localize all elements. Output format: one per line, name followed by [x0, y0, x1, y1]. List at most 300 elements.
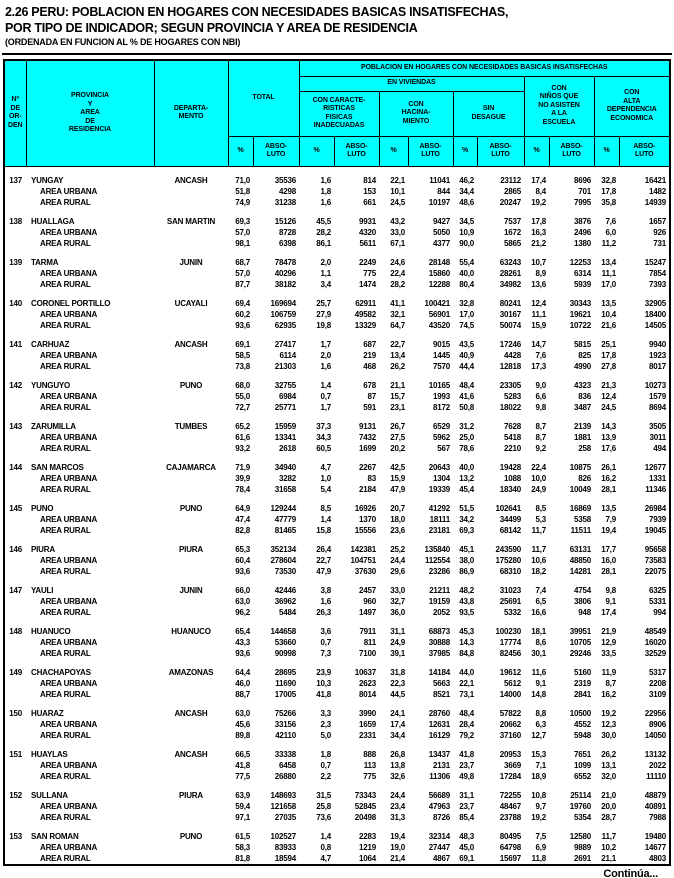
- cell-absoluto: 3282: [279, 473, 296, 483]
- title-line-3: (ORDENADA EN FUNCION AL % DE HOGARES CON NBI): [5, 37, 241, 47]
- cell-absoluto: 12580: [569, 831, 591, 841]
- header-ninos-escuela: CON NIÑOS QUE NO ASISTEN A LA ESCUELA: [524, 76, 594, 136]
- cell-percent: 41,6: [459, 391, 474, 401]
- cell-absoluto: 68142: [499, 525, 521, 535]
- cell-percent: 45,6: [235, 719, 250, 729]
- cell-absoluto: 95658: [644, 544, 667, 554]
- cell-absoluto: 2319: [574, 678, 591, 688]
- cell-absoluto: 106759: [270, 309, 296, 319]
- cell-percent: 21,0: [601, 790, 616, 800]
- cell-absoluto: 73530: [274, 566, 296, 576]
- cell-absoluto: 72255: [499, 790, 521, 800]
- cell-percent: 57,0: [235, 227, 250, 237]
- cell-absoluto: 21303: [274, 361, 296, 371]
- cell-province-name: ZARUMILLA: [31, 421, 76, 431]
- cell-absoluto: 64798: [499, 842, 521, 852]
- spacer-cell: [4, 823, 670, 831]
- cell-percent: 78,6: [459, 443, 474, 453]
- cell-percent: 17,4: [390, 719, 405, 729]
- cell-province-name: HUAYLAS: [31, 749, 68, 759]
- row-spacer: [4, 331, 670, 339]
- cell-percent: 28,7: [601, 812, 616, 822]
- cell-absoluto: 1579: [649, 391, 667, 401]
- cell-percent: 11,1: [531, 309, 546, 319]
- cell-area-label: AREA URBANA: [40, 432, 98, 442]
- cell-percent: 12,4: [531, 298, 546, 308]
- cell-absoluto: 1088: [504, 473, 521, 483]
- cell-absoluto: 5815: [574, 339, 591, 349]
- cell-order-number: [4, 361, 26, 372]
- cell-absoluto: 5612: [504, 678, 521, 688]
- cell-absoluto: 17005: [274, 689, 296, 699]
- header-provincia: PROVINCIA Y AREA DE RESIDENCIA: [26, 60, 154, 166]
- header-ninos-pct: %: [524, 136, 549, 166]
- cell-departamento: JUNIN: [179, 257, 203, 267]
- cell-absoluto: 9427: [433, 216, 450, 226]
- cell-percent: 39,1: [390, 648, 405, 658]
- cell-percent: 5,4: [320, 484, 331, 494]
- cell-absoluto: 2131: [433, 760, 450, 770]
- cell-percent: 7,1: [535, 760, 546, 770]
- cell-departamento: PUNO: [179, 380, 203, 390]
- cell-departamento: [154, 197, 228, 208]
- cell-absoluto: 53660: [274, 637, 296, 647]
- cell-absoluto: 129244: [270, 503, 296, 513]
- cell-percent: 8,7: [535, 432, 546, 442]
- page-title: [0, 0, 674, 49]
- cell-percent: 20,7: [390, 503, 405, 513]
- row-area-rural: [4, 320, 670, 331]
- cell-absoluto: 3487: [574, 402, 591, 412]
- cell-absoluto: 5939: [574, 279, 591, 289]
- row-area-urbana: [4, 473, 670, 484]
- cell-absoluto: 11041: [429, 175, 450, 185]
- cell-absoluto: 7432: [359, 432, 376, 442]
- cell-percent: 65,3: [235, 544, 250, 554]
- cell-percent: 82,8: [235, 525, 250, 535]
- header-row-1: [4, 60, 670, 76]
- cell-absoluto: 121658: [270, 801, 296, 811]
- cell-percent: 45,1: [459, 544, 474, 554]
- cell-percent: 8,9: [535, 268, 546, 278]
- cell-absoluto: 1219: [359, 842, 376, 852]
- cell-percent: 8,5: [320, 503, 331, 513]
- cell-percent: 21,3: [601, 380, 616, 390]
- header-alta-pct: %: [594, 136, 619, 166]
- cell-percent: 30,1: [531, 648, 546, 658]
- cell-absoluto: 5358: [574, 514, 591, 524]
- cell-absoluto: 494: [653, 443, 667, 453]
- cell-percent: 19,0: [390, 842, 405, 852]
- cell-order-number: 148: [9, 626, 22, 636]
- cell-area-label: AREA RURAL: [40, 607, 91, 617]
- cell-percent: 32,1: [390, 309, 405, 319]
- cell-percent: 13,8: [390, 760, 405, 770]
- cell-percent: 20,2: [390, 443, 405, 453]
- cell-percent: 11,9: [601, 667, 616, 677]
- cell-percent: 16,6: [531, 607, 546, 617]
- cell-absoluto: 11690: [275, 678, 296, 688]
- cell-order-number: 153: [9, 831, 22, 841]
- cell-percent: 64,4: [235, 667, 250, 677]
- cell-absoluto: 687: [363, 339, 376, 349]
- cell-percent: 68,0: [235, 380, 250, 390]
- cell-absoluto: 56689: [428, 790, 450, 800]
- cell-absoluto: 9015: [433, 339, 450, 349]
- cell-absoluto: 33156: [274, 719, 296, 729]
- cell-departamento: UCAYALI: [174, 298, 208, 308]
- cell-absoluto: 7911: [359, 626, 376, 636]
- row-province: [4, 544, 670, 555]
- cell-percent: 25,8: [316, 801, 331, 811]
- cell-percent: 0,8: [320, 842, 331, 852]
- row-area-urbana: [4, 801, 670, 812]
- row-province: [4, 749, 670, 760]
- cell-departamento: [154, 238, 228, 249]
- cell-absoluto: 4377: [433, 238, 450, 248]
- cell-percent: 19,4: [601, 525, 616, 535]
- cell-absoluto: 9931: [359, 216, 376, 226]
- cell-departamento: [154, 514, 228, 525]
- cell-percent: 26,4: [316, 544, 331, 554]
- cell-percent: 23,4: [390, 801, 405, 811]
- cell-absoluto: 8728: [279, 227, 296, 237]
- cell-percent: 71,0: [235, 175, 250, 185]
- row-province: [4, 339, 670, 350]
- cell-absoluto: 5283: [504, 391, 521, 401]
- cell-percent: 34,2: [459, 514, 474, 524]
- cell-percent: 17,0: [459, 309, 474, 319]
- cell-area-label: AREA RURAL: [40, 771, 91, 781]
- spacer-cell: [4, 249, 670, 257]
- cell-percent: 17,8: [601, 186, 616, 196]
- cell-province-name: PIURA: [31, 544, 55, 554]
- cell-absoluto: 16926: [354, 503, 376, 513]
- cell-percent: 69,3: [235, 216, 250, 226]
- row-spacer: [4, 536, 670, 544]
- cell-absoluto: 14050: [644, 730, 667, 740]
- cell-departamento: [154, 227, 228, 238]
- cell-absoluto: 68873: [428, 626, 450, 636]
- cell-departamento: [154, 607, 228, 618]
- cell-absoluto: 142381: [350, 544, 376, 554]
- cell-percent: 26,8: [390, 749, 405, 759]
- cell-percent: 18,9: [531, 771, 546, 781]
- cell-percent: 21,1: [390, 380, 405, 390]
- header-hacin-abs: ABSO- LUTO: [408, 136, 453, 166]
- cell-order-number: 146: [9, 544, 22, 554]
- cell-absoluto: 13437: [428, 749, 450, 759]
- cell-percent: 80,4: [459, 279, 474, 289]
- cell-absoluto: 32314: [428, 831, 450, 841]
- cell-province-name: YAULI: [31, 585, 54, 595]
- cell-area-label: AREA RURAL: [40, 648, 91, 658]
- cell-percent: 7,6: [535, 350, 546, 360]
- cell-percent: 10,7: [531, 257, 546, 267]
- row-area-rural: [4, 361, 670, 372]
- row-area-urbana: [4, 432, 670, 443]
- cell-percent: 86,9: [459, 566, 474, 576]
- cell-order-number: 143: [9, 421, 22, 431]
- cell-percent: 65,2: [235, 421, 250, 431]
- cell-percent: 22,7: [390, 339, 405, 349]
- cell-percent: 6,3: [535, 719, 546, 729]
- header-group-poblacion: POBLACION EN HOGARES CON NECESIDADES BASICAS INSATISFECHAS: [299, 60, 670, 76]
- cell-area-label: AREA URBANA: [40, 350, 98, 360]
- cell-absoluto: 16129: [428, 730, 450, 740]
- row-province: [4, 708, 670, 719]
- cell-percent: 67,1: [390, 238, 405, 248]
- cell-absoluto: 2249: [359, 257, 376, 267]
- cell-order-number: 152: [9, 790, 22, 800]
- cell-absoluto: 31238: [274, 197, 296, 207]
- cell-absoluto: 169694: [270, 298, 296, 308]
- cell-order-number: [4, 719, 26, 730]
- header-alta-dependencia: CON ALTA DEPENDENCIA ECONOMICA: [594, 76, 670, 136]
- cell-absoluto: 20498: [354, 812, 376, 822]
- cell-percent: 4,7: [320, 462, 331, 472]
- cell-absoluto: 2623: [359, 678, 376, 688]
- cell-absoluto: 9940: [649, 339, 667, 349]
- cell-percent: 17,3: [531, 361, 546, 371]
- cell-departamento: AMAZONAS: [168, 667, 214, 677]
- title-divider: [2, 53, 672, 55]
- cell-absoluto: 1380: [574, 238, 591, 248]
- cell-percent: 9,7: [535, 801, 546, 811]
- cell-absoluto: 144658: [270, 626, 296, 636]
- cell-absoluto: 19612: [499, 667, 521, 677]
- cell-percent: 28,1: [601, 484, 616, 494]
- cell-absoluto: 2139: [574, 421, 591, 431]
- cell-province-name: TARMA: [31, 257, 59, 267]
- cell-absoluto: 31658: [274, 484, 296, 494]
- cell-percent: 14,7: [531, 339, 546, 349]
- cell-absoluto: 27417: [274, 339, 296, 349]
- cell-percent: 9,2: [535, 443, 546, 453]
- cell-absoluto: 4803: [649, 853, 667, 863]
- row-spacer: [4, 782, 670, 790]
- cell-absoluto: 9889: [574, 842, 591, 852]
- cell-percent: 0,7: [320, 637, 331, 647]
- cell-absoluto: 63243: [499, 257, 521, 267]
- cell-percent: 6,9: [535, 842, 546, 852]
- header-alta-abs: ABSO- LUTO: [619, 136, 670, 166]
- continuation-note: Continúa...: [603, 867, 658, 878]
- cell-percent: 48,6: [459, 197, 474, 207]
- cell-absoluto: 836: [578, 391, 591, 401]
- cell-percent: 33,0: [390, 585, 405, 595]
- cell-percent: 41,8: [316, 689, 331, 699]
- cell-order-number: [4, 197, 26, 208]
- cell-order-number: [4, 853, 26, 865]
- cell-percent: 23,1: [390, 402, 405, 412]
- cell-absoluto: 5962: [433, 432, 450, 442]
- cell-absoluto: 7570: [433, 361, 450, 371]
- cell-area-label: AREA RURAL: [40, 361, 91, 371]
- cell-percent: 11,1: [601, 268, 616, 278]
- cell-percent: 44,4: [459, 361, 474, 371]
- row-province: [4, 626, 670, 637]
- cell-percent: 1,6: [320, 197, 331, 207]
- cell-absoluto: 2052: [433, 607, 450, 617]
- cell-percent: 11,7: [531, 544, 546, 554]
- cell-absoluto: 112554: [424, 555, 450, 565]
- cell-percent: 17,8: [531, 216, 546, 226]
- cell-percent: 26,3: [316, 607, 331, 617]
- cell-order-number: [4, 801, 26, 812]
- cell-departamento: [154, 279, 228, 290]
- cell-province-name: HUANUCO: [31, 626, 71, 636]
- cell-absoluto: 811: [363, 637, 376, 647]
- cell-departamento: [154, 391, 228, 402]
- cell-absoluto: 16020: [644, 637, 667, 647]
- cell-departamento: [154, 801, 228, 812]
- cell-percent: 90,0: [459, 238, 474, 248]
- cell-percent: 64,7: [390, 320, 405, 330]
- row-province: [4, 421, 670, 432]
- cell-absoluto: 83: [367, 473, 376, 483]
- cell-absoluto: 2022: [649, 760, 667, 770]
- cell-percent: 19,2: [531, 197, 546, 207]
- spacer-cell: [4, 700, 670, 708]
- row-area-rural: [4, 238, 670, 249]
- cell-departamento: JUNIN: [179, 585, 203, 595]
- cell-absoluto: 135840: [424, 544, 450, 554]
- cell-absoluto: 49582: [354, 309, 376, 319]
- cell-absoluto: 37160: [499, 730, 521, 740]
- cell-percent: 63,0: [235, 708, 250, 718]
- cell-absoluto: 14505: [644, 320, 667, 330]
- cell-absoluto: 34940: [274, 462, 296, 472]
- cell-area-label: AREA RURAL: [40, 238, 91, 248]
- cell-percent: 15,9: [531, 320, 546, 330]
- cell-percent: 6,0: [605, 227, 616, 237]
- cell-percent: 6,5: [535, 596, 546, 606]
- cell-absoluto: 2283: [359, 831, 376, 841]
- cell-absoluto: 14184: [428, 667, 450, 677]
- row-province: [4, 257, 670, 268]
- cell-percent: 77,5: [235, 771, 250, 781]
- row-province: [4, 831, 670, 842]
- cell-absoluto: 4990: [574, 361, 591, 371]
- cell-percent: 23,9: [316, 667, 331, 677]
- cell-absoluto: 19760: [569, 801, 591, 811]
- cell-province-name: CARHUAZ: [31, 339, 70, 349]
- cell-absoluto: 14939: [644, 197, 667, 207]
- cell-percent: 69,1: [235, 339, 250, 349]
- row-area-urbana: [4, 350, 670, 361]
- cell-percent: 48,4: [459, 708, 474, 718]
- cell-percent: 69,1: [459, 853, 474, 863]
- cell-percent: 74,9: [235, 197, 250, 207]
- cell-absoluto: 5160: [574, 667, 591, 677]
- cell-percent: 43,3: [235, 637, 250, 647]
- cell-percent: 47,9: [316, 566, 331, 576]
- cell-absoluto: 219: [363, 350, 376, 360]
- cell-absoluto: 1064: [359, 853, 376, 863]
- cell-departamento: SAN MARTIN: [166, 216, 216, 226]
- cell-percent: 33,0: [390, 227, 405, 237]
- cell-absoluto: 14281: [569, 566, 591, 576]
- cell-percent: 21,4: [390, 853, 405, 863]
- row-spacer: [4, 290, 670, 298]
- cell-area-label: AREA URBANA: [40, 473, 98, 483]
- cell-percent: 32,8: [459, 298, 474, 308]
- cell-absoluto: 7100: [359, 648, 376, 658]
- cell-absoluto: 3505: [649, 421, 667, 431]
- cell-absoluto: 18340: [499, 484, 521, 494]
- cell-absoluto: 80495: [499, 831, 521, 841]
- cell-absoluto: 2184: [359, 484, 376, 494]
- cell-percent: 8,6: [535, 637, 546, 647]
- cell-percent: 7,3: [320, 648, 331, 658]
- cell-area-label: AREA URBANA: [40, 186, 98, 196]
- cell-percent: 15,7: [390, 391, 405, 401]
- cell-absoluto: 25771: [274, 402, 296, 412]
- cell-absoluto: 12253: [569, 257, 591, 267]
- cell-order-number: [4, 268, 26, 279]
- cell-absoluto: 2691: [574, 853, 591, 863]
- cell-absoluto: 7651: [574, 749, 591, 759]
- cell-departamento: [154, 771, 228, 782]
- spacer-cell: [4, 536, 670, 544]
- cell-absoluto: 888: [363, 749, 376, 759]
- cell-percent: 43,2: [390, 216, 405, 226]
- row-spacer: [4, 413, 670, 421]
- row-spacer: [4, 166, 670, 175]
- cell-absoluto: 258: [578, 443, 591, 453]
- cell-absoluto: 775: [363, 268, 376, 278]
- cell-percent: 93,2: [235, 443, 250, 453]
- cell-absoluto: 1304: [433, 473, 450, 483]
- cell-absoluto: 38182: [274, 279, 296, 289]
- cell-percent: 10,4: [601, 309, 616, 319]
- cell-absoluto: 3876: [574, 216, 591, 226]
- cell-absoluto: 10500: [569, 708, 591, 718]
- cell-province-name: CORONEL PORTILLO: [31, 298, 111, 308]
- cell-percent: 1,0: [320, 473, 331, 483]
- cell-area-label: AREA RURAL: [40, 402, 91, 412]
- row-area-urbana: [4, 391, 670, 402]
- spacer-cell: [4, 577, 670, 585]
- cell-percent: 19,2: [531, 812, 546, 822]
- cell-percent: 21,9: [601, 626, 616, 636]
- spacer-cell: [4, 290, 670, 298]
- cell-percent: 27,5: [390, 432, 405, 442]
- cell-absoluto: 17246: [499, 339, 521, 349]
- cell-absoluto: 48850: [569, 555, 591, 565]
- cell-percent: 45,4: [459, 484, 474, 494]
- row-area-rural: [4, 730, 670, 741]
- cell-absoluto: 37630: [354, 566, 376, 576]
- cell-province-name: HUALLAGA: [31, 216, 75, 226]
- cell-percent: 32,6: [390, 771, 405, 781]
- cell-absoluto: 12631: [428, 719, 450, 729]
- spacer-cell: [4, 413, 670, 421]
- cell-percent: 17,7: [601, 544, 616, 554]
- cell-order-number: 137: [9, 175, 22, 185]
- cell-departamento: [154, 473, 228, 484]
- cell-percent: 50,8: [459, 402, 474, 412]
- cell-absoluto: 10875: [569, 462, 591, 472]
- cell-absoluto: 1923: [649, 350, 667, 360]
- cell-percent: 24,5: [390, 197, 405, 207]
- cell-absoluto: 14677: [644, 842, 667, 852]
- cell-absoluto: 48879: [644, 790, 667, 800]
- cell-percent: 48,3: [459, 831, 474, 841]
- cell-absoluto: 8906: [649, 719, 667, 729]
- cell-departamento: ANCASH: [174, 708, 208, 718]
